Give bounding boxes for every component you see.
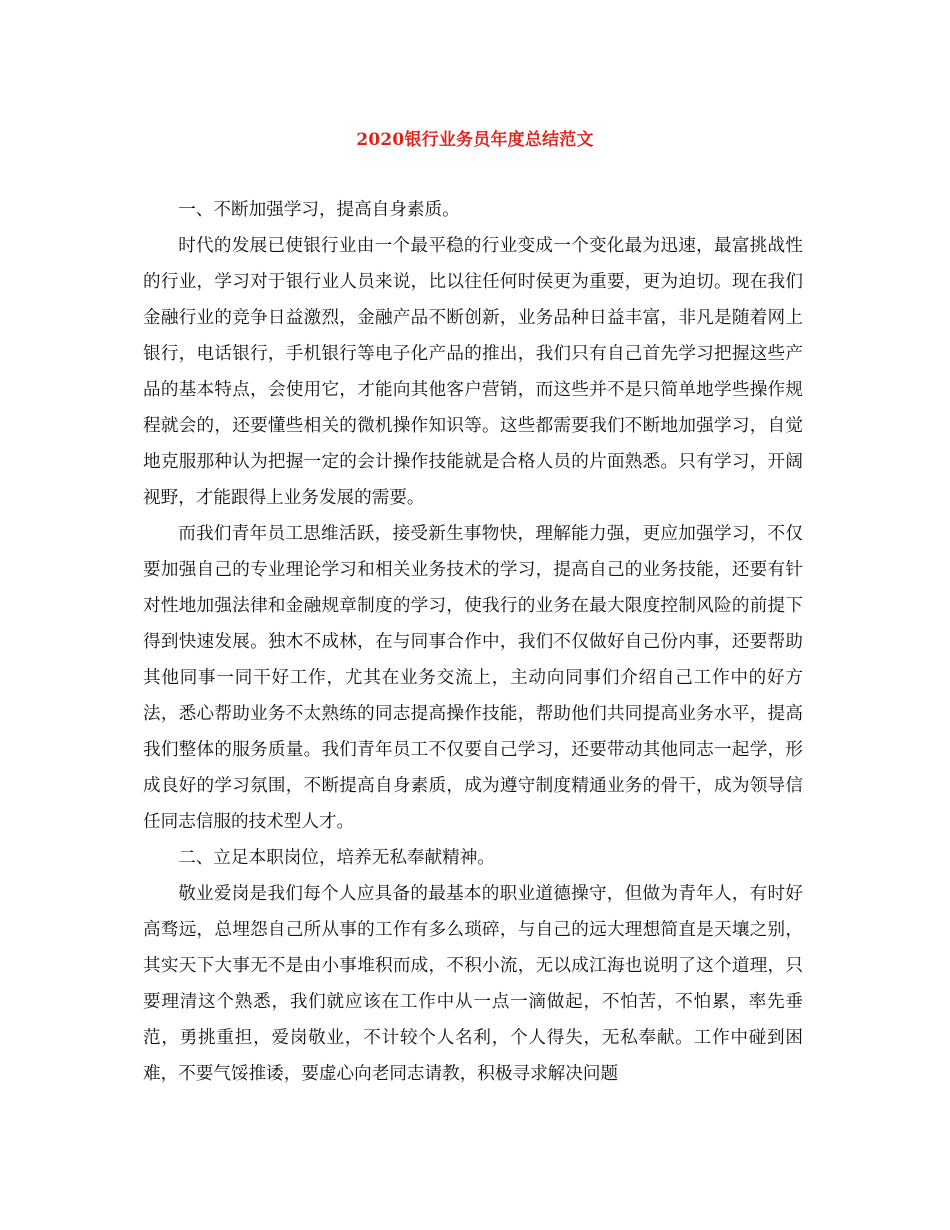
document-body — [143, 192, 803, 1092]
paragraph-1: 时代的发展已使银行业由一个最平稳的行业变成一个变化最为迅速，最富挑战性的行业，学习对于银行业人员来说，比以往任何时侯更为重要，更为迫切。现在我们金融行业的竞争日益激烈，金融产品不断创新，业务品种日益丰富，非凡是随着网上银行，电话银行，手机银行等电子化产品的推出，我们只有自己首先学习把握这些产品的基本特点，会使用它，才能向其他客户营销，而这些并不是只简单地学些操作规程就会的，还要懂些相关的微机操作知识等。这些都需要我们不断地加强学习，自觉地克服那种认为把握一定的会计操作技能就是合格人员的片面熟悉。只有学习，开阔视野，才能跟得上业务发展的需要。 — [143, 236, 803, 508]
document-title: 2020银行业务员年度总结范文 — [356, 130, 594, 150]
section-heading-2: 二、立足本职岗位，培养无私奉献精神。 — [178, 848, 495, 868]
paragraph-3: 敬业爱岗是我们每个人应具备的最基本的职业道德操守，但做为青年人，有时好高骛远，总埋怨自己所从事的工作有多么琐碎，与自己的远大理想简直是天壤之别，其实天下大事无不是由小事堆积而成，不积小流，无以成江海也说明了这个道理，只要理清这个熟悉，我们就应该在工作中从一点一滴做起，不怕苦，不怕累，率先垂范，勇挑重担，爱岗敬业，不计较个人名利，个人得失，无私奉献。工作中碰到困难，不要气馁推诿，要虚心向老同志请教，积极寻求解决问题 — [143, 884, 803, 1084]
section-heading-1: 一、不断加强学习，提高自身素质。 — [178, 200, 460, 220]
paragraph-2: 而我们青年员工思维活跃，接受新生事物快，理解能力强，更应加强学习，不仅要加强自己的专业理论学习和相关业务技术的学习，提高自己的业务技能，还要有针对性地加强法律和金融规章制度的学习，使我行的业务在最大限度控制风险的前提下得到快速发展。独木不成林，在与同事合作中，我们不仅做好自己份内事，还要帮助其他同事一同干好工作，尤其在业务交流上，主动向同事们介绍自己工作中的好方法，悉心帮助业务不太熟练的同志提高操作技能，帮助他们共同提高业务水平，提高我们整体的服务质量。我们青年员工不仅要自己学习，还要带动其他同志一起学，形成良好的学习氛围，不断提高自身素质，成为遵守制度精通业务的骨干，成为领导信任同志信服的技术型人才。 — [143, 524, 803, 832]
